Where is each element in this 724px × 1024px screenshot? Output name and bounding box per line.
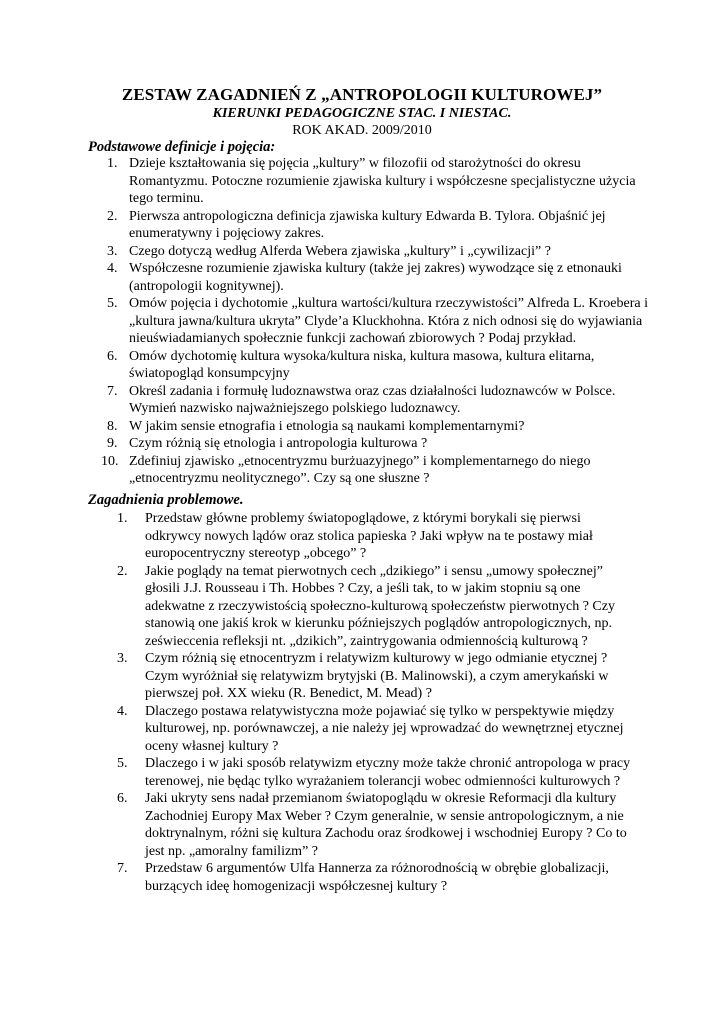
item-text: Czym różnią się etnocentryzm i relatywizm kulturowy w jego odmianie etycznej ? Czym wyróżniał się relatywizm brytyjski (B. Malinowski), a czym amerykański w pierwszej poł. XX wieku (R. Benedict, M. Mead) ? (145, 651, 609, 701)
list-item (0, 383, 649, 418)
item-text: W jakim sensie etnografia i etnologia są naukami komplementarnymi? (129, 418, 525, 434)
item-number: 7. (107, 383, 118, 399)
document-title: ZESTAW ZAGADNIEŃ Z „ANTROPOLOGII KULTUROWEJ” (121, 85, 603, 104)
basic-definitions-list (0, 155, 724, 488)
section-heading-problem-issues: Zagadnienia problemowe. (88, 492, 244, 508)
item-number: 10. (101, 453, 119, 469)
list-item (0, 650, 640, 703)
item-number: 2. (117, 563, 128, 579)
item-number: 4. (117, 703, 128, 719)
problem-issues-list (0, 510, 724, 895)
item-text: Dlaczego i w jaki sposób relatywizm etyczny może także chronić antropologa w pracy terenowej, nie będąc tylko wyrażaniem tolerancji wobec odmienności kulturowych ? (145, 756, 631, 789)
list-item (0, 418, 649, 436)
item-text: Zdefiniuj zjawisko „etnocentryzmu burżuazyjnego” i komplementarnego do niego „etnocentryzmu neolitycznego”. Czy są one słuszne ? (129, 453, 591, 486)
item-number: 7. (117, 861, 128, 876)
item-number: 3. (117, 651, 128, 666)
item-text: Przedstaw główne problemy światopoglądowe, z którymi borykali się pierwsi odkrywcy nowych lądów oraz stolica papieska ? Jaki wpływ na te postawy miał europocentryczny stereotyp „obcego” ? (145, 511, 593, 561)
item-number: 6. (107, 348, 118, 364)
document-subtitle: KIERUNKI PEDAGOGICZNE STAC. I NIESTAC. (212, 106, 512, 121)
list-item (0, 243, 649, 261)
item-number: 2. (107, 208, 118, 224)
list-item (0, 295, 649, 348)
list-item (0, 348, 649, 383)
list-item (0, 563, 640, 651)
item-text: Przedstaw 6 argumentów Ulfa Hannerza za różnorodnością w obrębie globalizacji, burzących ideę homogenizacji współczesnej kultury ? (145, 861, 609, 894)
item-text: Jaki ukryty sens nadał przemianom światopoglądu w okresie Reformacji dla kultury Zachodniej Europy Max Weber ? Czym generalnie, w sensie antropologicznym, a nie doktrynalnym, różni się kultura Zachodu oraz środkowej i wschodniej Europy ? Co to jest np. „amoralny familizm” ? (145, 791, 627, 859)
item-number: 8. (107, 418, 118, 434)
list-item (0, 260, 649, 295)
item-number: 9. (107, 436, 118, 451)
item-text: Dzieje kształtowania się pojęcia „kultury” w filozofii od starożytności do okresu Romantyzmu. Potoczne rozumienie zjawiska kultury i współczesne specjalistyczne użycia tego terminu. (129, 156, 636, 206)
list-item (0, 453, 649, 488)
item-number: 1. (107, 156, 118, 171)
academic-year: ROK AKAD. 2009/2010 (292, 123, 432, 138)
list-item (0, 510, 640, 563)
item-text: Dlaczego postawa relatywistyczna może pojawiać się tylko w perspektywie między kulturowej, np. porównawczej, a nie należy jej wprowadzać do wewnętrznej etycznej oceny własnej kultury ? (145, 703, 624, 754)
section-heading-basic-definitions: Podstawowe definicje i pojęcia: (88, 139, 276, 155)
list-item (0, 155, 649, 208)
item-text: Określ zadania i formułę ludoznawstwa oraz czas działalności ludoznawców w Polsce. Wymień nazwisko najważniejszego polskiego ludoznawcy. (129, 383, 616, 416)
item-text: Jakie poglądy na temat pierwotnych cech „dzikiego” i sensu „umowy społecznej” głosili J.J. Rousseau i Th. Hobbes ? Czy, a jeśli tak, to w jakim stopniu są one adekwatne z rzeczywistością społeczno-kulturową społeczeństw pierwotnych ? Czy stanowią one jakiś krok w kierunku późniejszych poglądów antropologicznych, np. ześwieccenia refleksji nt. „dzikich”, zaintrygowania odmiennością kulturową ? (145, 563, 615, 649)
item-number: 5. (117, 756, 128, 771)
item-number: 3. (107, 243, 118, 259)
list-item (0, 790, 640, 860)
item-text: Czym różnią się etnologia i antropologia kulturowa ? (129, 436, 428, 451)
item-number: 5. (107, 296, 118, 311)
list-item (0, 755, 640, 790)
item-text: Pierwsza antropologiczna definicja zjawiska kultury Edwarda B. Tylora. Objaśnić jej enumeratywny i pojęciowy zakres. (129, 208, 606, 241)
list-item (0, 208, 649, 243)
item-text: Współczesne rozumienie zjawiska kultury (także jej zakres) wywodzące się z etnonauki (antropologii kognitywnej). (129, 261, 622, 294)
item-number: 1. (117, 511, 128, 526)
item-text: Czego dotyczą według Alferda Webera zjawiska „kultury” i „cywilizacji” ? (129, 243, 551, 259)
item-text: Omów dychotomię kultura wysoka/kultura niska, kultura masowa, kultura elitarna, światopogląd konsumpcyjny (129, 348, 595, 381)
list-item (0, 435, 649, 453)
list-item (0, 703, 640, 756)
item-number: 6. (117, 791, 128, 806)
item-text: Omów pojęcia i dychotomie „kultura wartości/kultura rzeczywistości” Alfreda L. Kroebera i „kultura jawna/kultura ukryta” Clyde’a Kluckhohna. Która z nich odnosi się do wyjawiania nieuświadamianych społecznie funkcji zachowań zbiorowych ? Podaj przykład. (129, 296, 648, 346)
list-item (0, 860, 640, 895)
item-number: 4. (107, 261, 118, 276)
